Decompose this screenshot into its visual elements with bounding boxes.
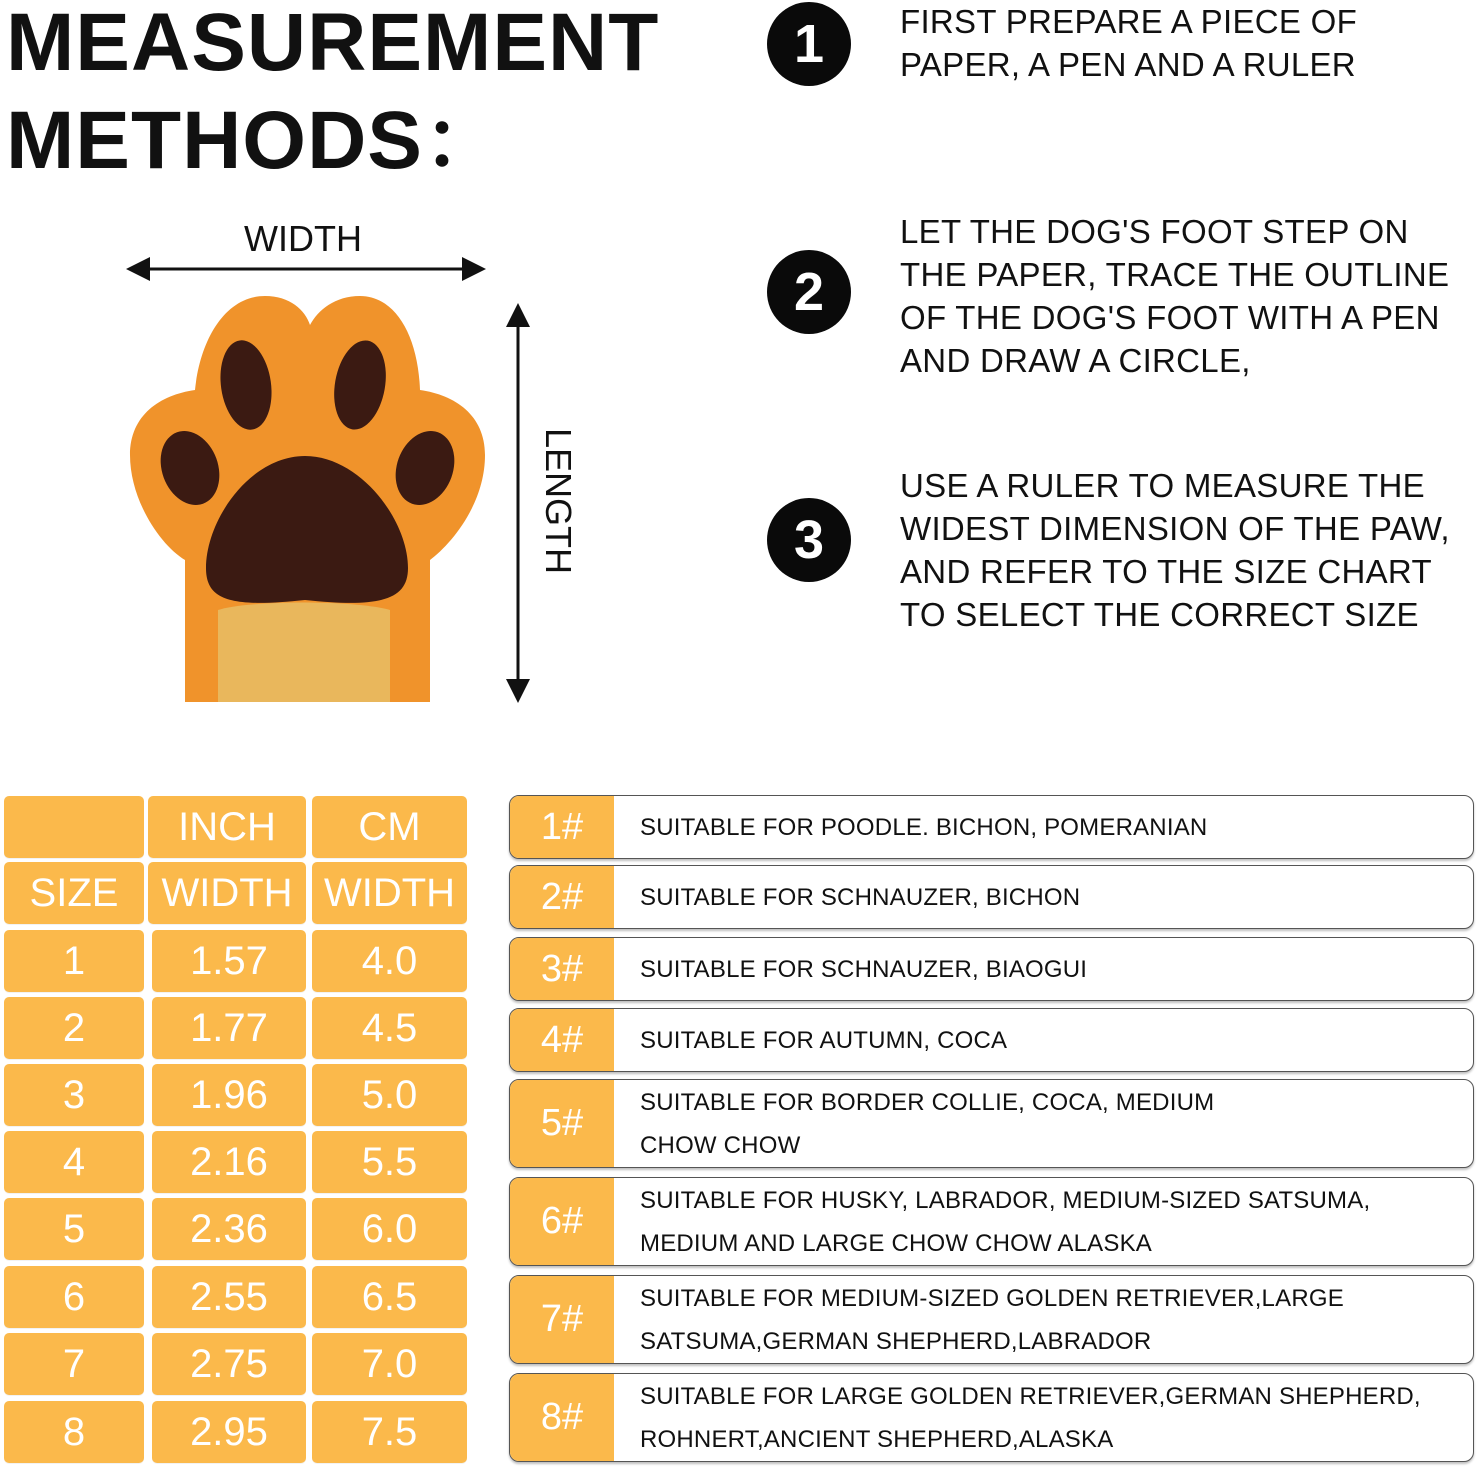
breed-description: SUITABLE FOR SCHNAUZER, BICHON bbox=[640, 883, 1081, 911]
title-line-2: METHODS： bbox=[6, 95, 506, 186]
size-table-header-unit: INCH bbox=[148, 796, 306, 858]
size-cell: 2 bbox=[4, 997, 144, 1059]
paw-diagram bbox=[0, 0, 700, 730]
cm-cell: 7.5 bbox=[312, 1401, 467, 1463]
cm-cell: 5.5 bbox=[312, 1131, 467, 1193]
breed-row-7 bbox=[509, 1275, 1474, 1364]
cm-cell: 6.0 bbox=[312, 1198, 467, 1260]
breed-description: SUITABLE FOR BORDER COLLIE, COCA, MEDIUM CHOW CHOW bbox=[640, 1088, 1215, 1159]
breed-row-3 bbox=[509, 937, 1474, 1001]
size-cell: 3 bbox=[4, 1064, 144, 1126]
breed-tag: 3# bbox=[510, 938, 614, 1000]
breed-description: SUITABLE FOR HUSKY, LABRADOR, MEDIUM-SIZED SATSUMA, MEDIUM AND LARGE CHOW CHOW ALASKA bbox=[640, 1186, 1371, 1257]
inch-cell: 1.96 bbox=[152, 1064, 306, 1126]
breed-row-8 bbox=[509, 1373, 1474, 1462]
breed-tag: 5# bbox=[510, 1080, 614, 1167]
breed-tag: 2# bbox=[510, 866, 614, 928]
size-table-header-col: WIDTH bbox=[312, 862, 467, 924]
size-cell: 7 bbox=[4, 1333, 144, 1395]
inch-cell: 2.16 bbox=[152, 1131, 306, 1193]
step-3-text: USE A RULER TO MEASURE THE WIDEST DIMENSION OF THE PAW, AND REFER TO THE SIZE CHART TO SELECT THE CORRECT SIZE bbox=[900, 467, 1450, 633]
width-arrow-icon bbox=[126, 257, 486, 281]
size-cell: 5 bbox=[4, 1198, 144, 1260]
cm-cell: 4.5 bbox=[312, 997, 467, 1059]
size-cell: 6 bbox=[4, 1266, 144, 1328]
breed-row-2 bbox=[509, 865, 1474, 929]
breed-row-4 bbox=[509, 1008, 1474, 1072]
breed-description: SUITABLE FOR AUTUMN, COCA bbox=[640, 1026, 1008, 1054]
paw-icon bbox=[130, 296, 485, 702]
length-label: LENGTH bbox=[538, 428, 579, 575]
cm-cell: 7.0 bbox=[312, 1333, 467, 1395]
breed-row-1 bbox=[509, 795, 1474, 859]
inch-cell: 1.57 bbox=[152, 930, 306, 992]
breed-tag: 7# bbox=[510, 1276, 614, 1363]
breed-tag: 8# bbox=[510, 1374, 614, 1461]
step-1-text: FIRST PREPARE A PIECE OF PAPER, A PEN AND A RULER bbox=[900, 3, 1358, 83]
size-cell: 8 bbox=[4, 1401, 144, 1463]
breed-description: SUITABLE FOR LARGE GOLDEN RETRIEVER,GERMAN SHEPHERD, ROHNERT,ANCIENT SHEPHERD,ALASKA bbox=[640, 1382, 1421, 1453]
size-cell: 1 bbox=[4, 930, 144, 992]
step-1-badge: 1 bbox=[767, 2, 851, 86]
width-label: WIDTH bbox=[244, 218, 362, 259]
size-table-header-unit bbox=[4, 796, 144, 858]
cm-cell: 4.0 bbox=[312, 930, 467, 992]
size-table-header-col: WIDTH bbox=[148, 862, 306, 924]
breed-description: SUITABLE FOR POODLE. BICHON, POMERANIAN bbox=[640, 813, 1208, 841]
title-line-1: MEASUREMENT bbox=[6, 0, 660, 88]
inch-cell: 2.75 bbox=[152, 1333, 306, 1395]
inch-cell: 2.36 bbox=[152, 1198, 306, 1260]
breed-row-6 bbox=[509, 1177, 1474, 1266]
step-2-badge: 2 bbox=[767, 250, 851, 334]
size-cell: 4 bbox=[4, 1131, 144, 1193]
breed-description: SUITABLE FOR SCHNAUZER, BIAOGUI bbox=[640, 955, 1088, 983]
size-table-header-col: SIZE bbox=[4, 862, 144, 924]
length-arrow-icon bbox=[506, 303, 530, 703]
step-2-text: LET THE DOG'S FOOT STEP ON THE PAPER, TRACE THE OUTLINE OF THE DOG'S FOOT WITH A PEN AND DRAW A CIRCLE, bbox=[900, 213, 1450, 379]
breed-tag: 1# bbox=[510, 796, 614, 858]
breed-row-5 bbox=[509, 1079, 1474, 1168]
cm-cell: 5.0 bbox=[312, 1064, 467, 1126]
breed-description: SUITABLE FOR MEDIUM-SIZED GOLDEN RETRIEVER,LARGE SATSUMA,GERMAN SHEPHERD,LABRADOR bbox=[640, 1284, 1344, 1355]
inch-cell: 2.95 bbox=[152, 1401, 306, 1463]
step-3-badge: 3 bbox=[767, 498, 851, 582]
inch-cell: 2.55 bbox=[152, 1266, 306, 1328]
inch-cell: 1.77 bbox=[152, 997, 306, 1059]
size-table-header-unit: CM bbox=[312, 796, 467, 858]
cm-cell: 6.5 bbox=[312, 1266, 467, 1328]
breed-tag: 4# bbox=[510, 1009, 614, 1071]
breed-tag: 6# bbox=[510, 1178, 614, 1265]
